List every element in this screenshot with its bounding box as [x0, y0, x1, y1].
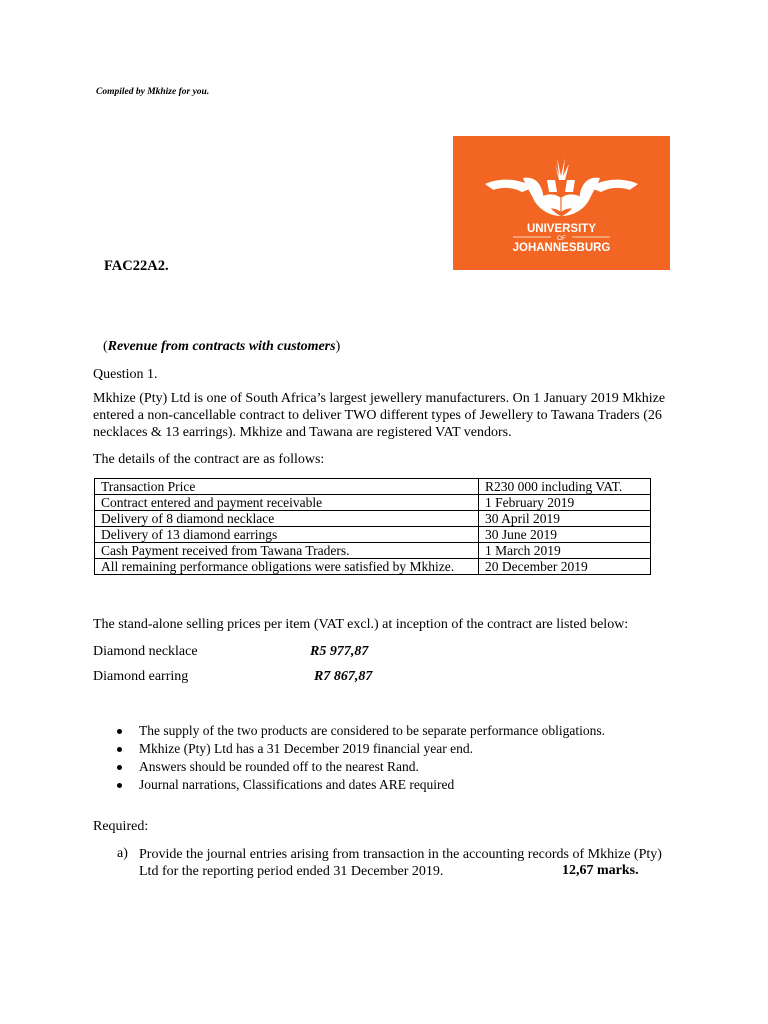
- required-item-marker: a): [117, 846, 128, 861]
- contract-details-table: [94, 478, 651, 575]
- list-item: Mkhize (Pty) Ltd has a 31 December 2019 financial year end.: [101, 740, 605, 758]
- uj-logo-graphic: [453, 136, 670, 270]
- table-cell-item: Delivery of 13 diamond earrings: [95, 527, 479, 543]
- university-logo: [453, 136, 670, 270]
- price-value-necklace: R5 977,87: [310, 644, 369, 659]
- logo-line-university: UNIVERSITY: [526, 223, 597, 235]
- details-heading: The details of the contract are as follows:: [93, 452, 325, 467]
- table-cell-value: 30 April 2019: [479, 511, 651, 527]
- logo-line-johannesburg: JOHANNESBURG: [512, 242, 611, 254]
- marks-allocation: 12,67 marks.: [562, 863, 639, 878]
- table-cell-value: 20 December 2019: [479, 559, 651, 575]
- table-cell-item: Delivery of 8 diamond necklace: [95, 511, 479, 527]
- assumptions-list: [101, 722, 605, 794]
- intro-paragraph: Mkhize (Pty) Ltd is one of South Africa’s largest jewellery manufacturers. On 1 January 2019 Mkhize entered a non-cancellable contract to deliver TWO different types of Jewellery to Tawana Traders (26 necklaces & 13 earrings). Mkhize and Tawana are registered VAT vendors.: [93, 391, 666, 440]
- course-code: FAC22A2.: [104, 258, 169, 274]
- list-item: Journal narrations, Classifications and dates ARE required: [101, 776, 605, 794]
- table-row: [95, 527, 651, 543]
- topic-heading: [103, 339, 340, 355]
- list-item: The supply of the two products are considered to be separate performance obligations.: [101, 722, 605, 740]
- table-cell-value: R230 000 including VAT.: [479, 479, 651, 495]
- logo-line-of: OF: [556, 235, 567, 242]
- table-row: [95, 479, 651, 495]
- compiled-by-note: Compiled by Mkhize for you.: [96, 87, 210, 97]
- table-cell-item: Cash Payment received from Tawana Traders.: [95, 543, 479, 559]
- list-item: Answers should be rounded off to the nearest Rand.: [101, 758, 605, 776]
- table-row: [95, 495, 651, 511]
- table-cell-value: 1 February 2019: [479, 495, 651, 511]
- table-cell-item: Transaction Price: [95, 479, 479, 495]
- table-cell-item: Contract entered and payment receivable: [95, 495, 479, 511]
- table-cell-item: All remaining performance obligations were satisfied by Mkhize.: [95, 559, 479, 575]
- required-heading: Required:: [93, 819, 149, 834]
- question-heading: Question 1.: [93, 367, 158, 382]
- required-item-text: Provide the journal entries arising from transaction in the accounting records of Mkhize (Pty) Ltd for the reporting period ended 31 December 2019.: [139, 847, 662, 879]
- topic-close-paren: ): [335, 339, 341, 354]
- price-label-earring: Diamond earring: [93, 669, 189, 684]
- selling-price-intro: The stand-alone selling prices per item (VAT excl.) at inception of the contract are listed below:: [93, 617, 629, 632]
- price-value-earring: R7 867,87: [314, 669, 373, 684]
- topic-open-paren: (: [103, 339, 108, 354]
- table-row: [95, 559, 651, 575]
- price-label-necklace: Diamond necklace: [93, 644, 198, 659]
- table-row: [95, 543, 651, 559]
- topic-title: Revenue from contracts with customers: [107, 339, 336, 354]
- table-row: [95, 511, 651, 527]
- table-cell-value: 1 March 2019: [479, 543, 651, 559]
- table-cell-value: 30 June 2019: [479, 527, 651, 543]
